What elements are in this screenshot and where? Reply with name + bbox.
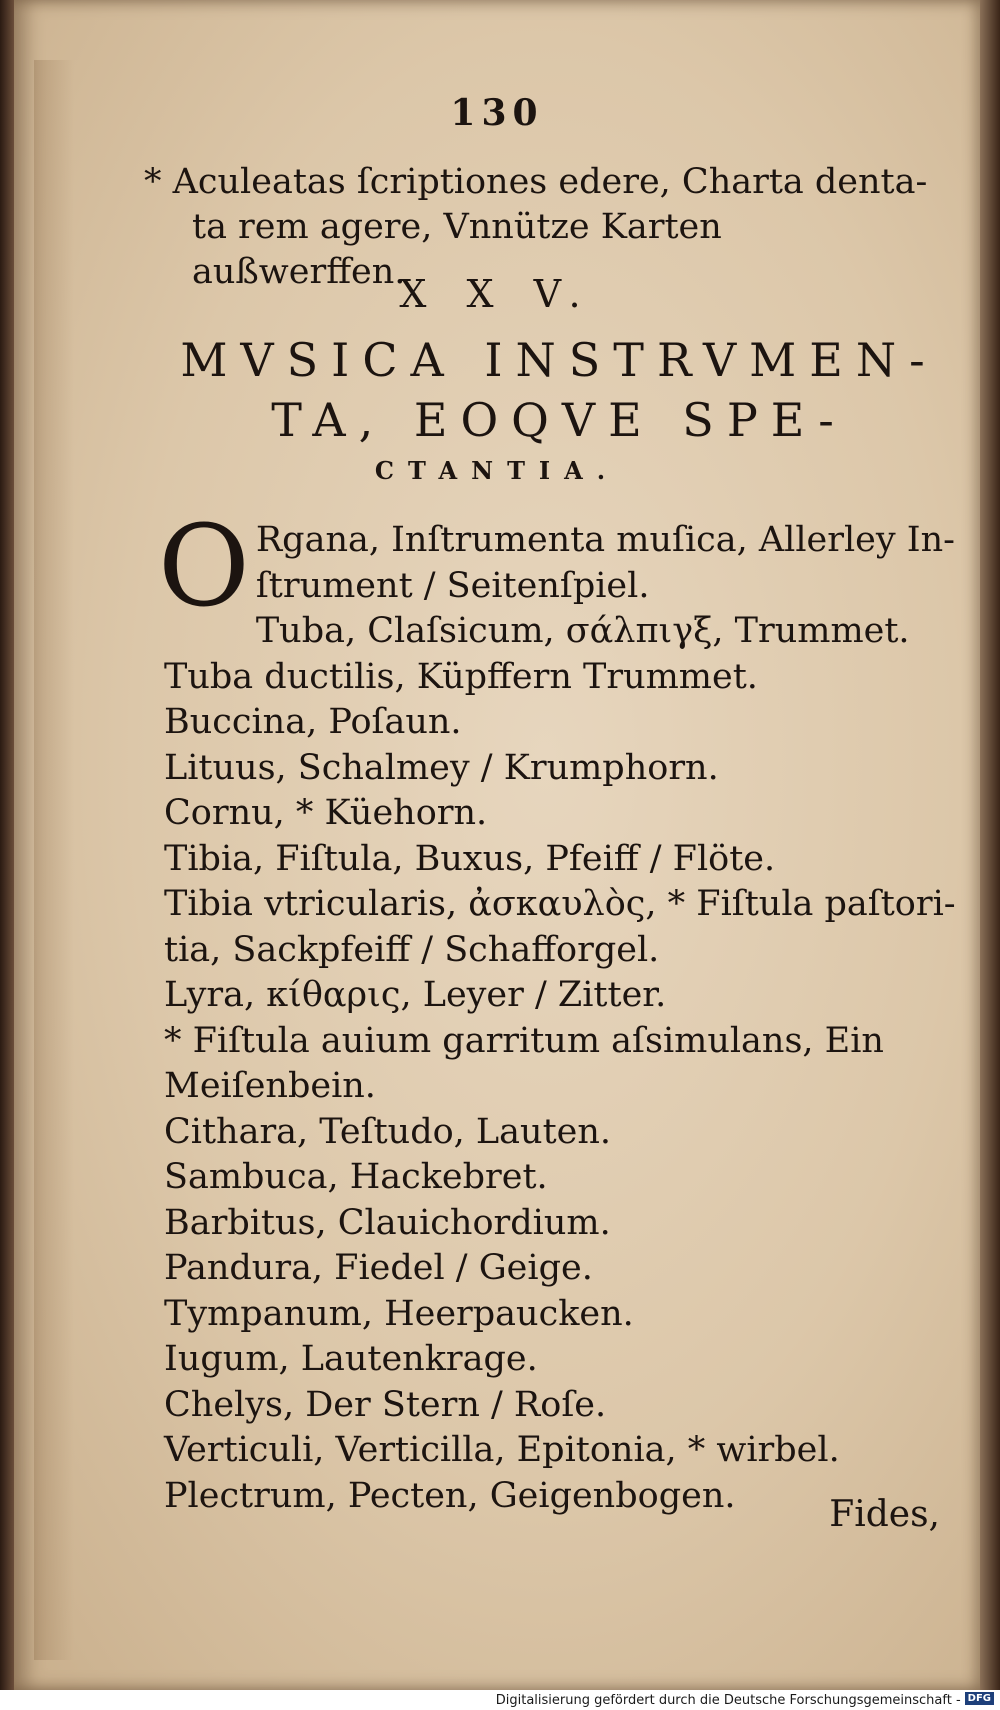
entry-line: Verticuli, Verticilla, Epitonia, * wirbel.	[164, 1430, 840, 1470]
list-item	[164, 655, 964, 701]
entry-line: Buccina, Poſaun.	[164, 702, 462, 742]
entry-line: Tuba, Claſsicum, σάλπιγξ, Trummet.	[255, 611, 910, 651]
entry-line: Plectrum, Pecten, Geigenbogen.	[164, 1475, 736, 1516]
entry-line: Tibia vtricularis, ἀσκαυλὸς, * Fiſtula paſtori-	[164, 884, 956, 924]
list-item	[164, 1428, 964, 1474]
digitization-footer	[0, 1690, 1000, 1710]
list-item	[164, 1292, 964, 1338]
list-item	[164, 746, 964, 792]
list-item	[164, 1246, 964, 1292]
entry-line: Meiſenbein.	[164, 1066, 376, 1106]
carry-over-line: ta rem agere, Vnnütze Karten außwerffen.	[192, 207, 722, 292]
list-item	[164, 1337, 964, 1383]
list-item	[164, 1201, 964, 1247]
list-item	[164, 1383, 964, 1429]
entry-line: tia, Sackpfeiff / Schafforgel.	[164, 929, 660, 970]
page-outer-edge	[980, 0, 1000, 1690]
list-item	[164, 1019, 964, 1110]
entry-line: Pandura, Fiedel / Geige.	[164, 1248, 593, 1288]
list-item	[164, 609, 964, 655]
entry-line: Tuba ductilis, Küpffern Trummet.	[164, 656, 758, 697]
entry-line: Lyra, κίθαρις, Leyer / Zitter.	[164, 975, 667, 1015]
entry-line: Rgana, Inſtrumenta muſica, Allerley In-	[255, 520, 955, 560]
entry-line: Iugum, Lautenkrage.	[164, 1339, 538, 1379]
entry-line: ſtrument / Seitenſpiel.	[255, 565, 650, 606]
entry-line: Barbitus, Clauichordium.	[164, 1202, 611, 1243]
carry-over-line: * Aculeatas ſcriptiones edere, Charta denta-	[144, 162, 928, 202]
entry-list	[158, 502, 964, 1519]
entry-line: Cornu, * Küehorn.	[164, 793, 488, 833]
book-spine-edge	[0, 0, 14, 1690]
entry-line: Chelys, Der Stern / Roſe.	[164, 1384, 607, 1425]
entry-line: Tibia, Fiſtula, Buxus, Pfeiff / Flöte.	[164, 838, 776, 879]
catchword: Fides,	[829, 1494, 940, 1535]
chapter-title	[164, 330, 954, 450]
entry-line: Tympanum, Heerpaucken.	[164, 1293, 634, 1334]
book-page	[14, 0, 980, 1690]
list-item	[164, 973, 964, 1019]
entry-line: Lituus, Schalmey / Krumphorn.	[164, 747, 719, 788]
list-item	[164, 700, 964, 746]
list-item	[164, 882, 964, 973]
chapter-title-line: MVSICA INSTRVMEN-	[180, 333, 938, 387]
entry-line: Cithara, Teſtudo, Lauten.	[164, 1111, 612, 1152]
list-item	[164, 791, 964, 837]
footer-credit-text: Digitalisierung gefördert durch die Deutsche Forschungsgemeinschaft -	[495, 1693, 961, 1708]
entry-line: Sambuca, Hackebret.	[164, 1157, 548, 1197]
drop-cap: O	[158, 502, 250, 632]
list-item	[164, 1110, 964, 1156]
chapter-title-line: TA, EOQVE SPE-	[271, 393, 847, 447]
list-item	[164, 837, 964, 883]
chapter-subtitle: CTANTIA.	[374, 456, 620, 485]
entry-line: * Fiſtula auium garritum aſsimulans, Ein	[164, 1020, 884, 1061]
list-item	[164, 1155, 964, 1201]
page-number: 130	[450, 92, 544, 134]
chapter-number: X X V.	[399, 272, 595, 316]
dfg-logo: DFG	[965, 1692, 994, 1705]
